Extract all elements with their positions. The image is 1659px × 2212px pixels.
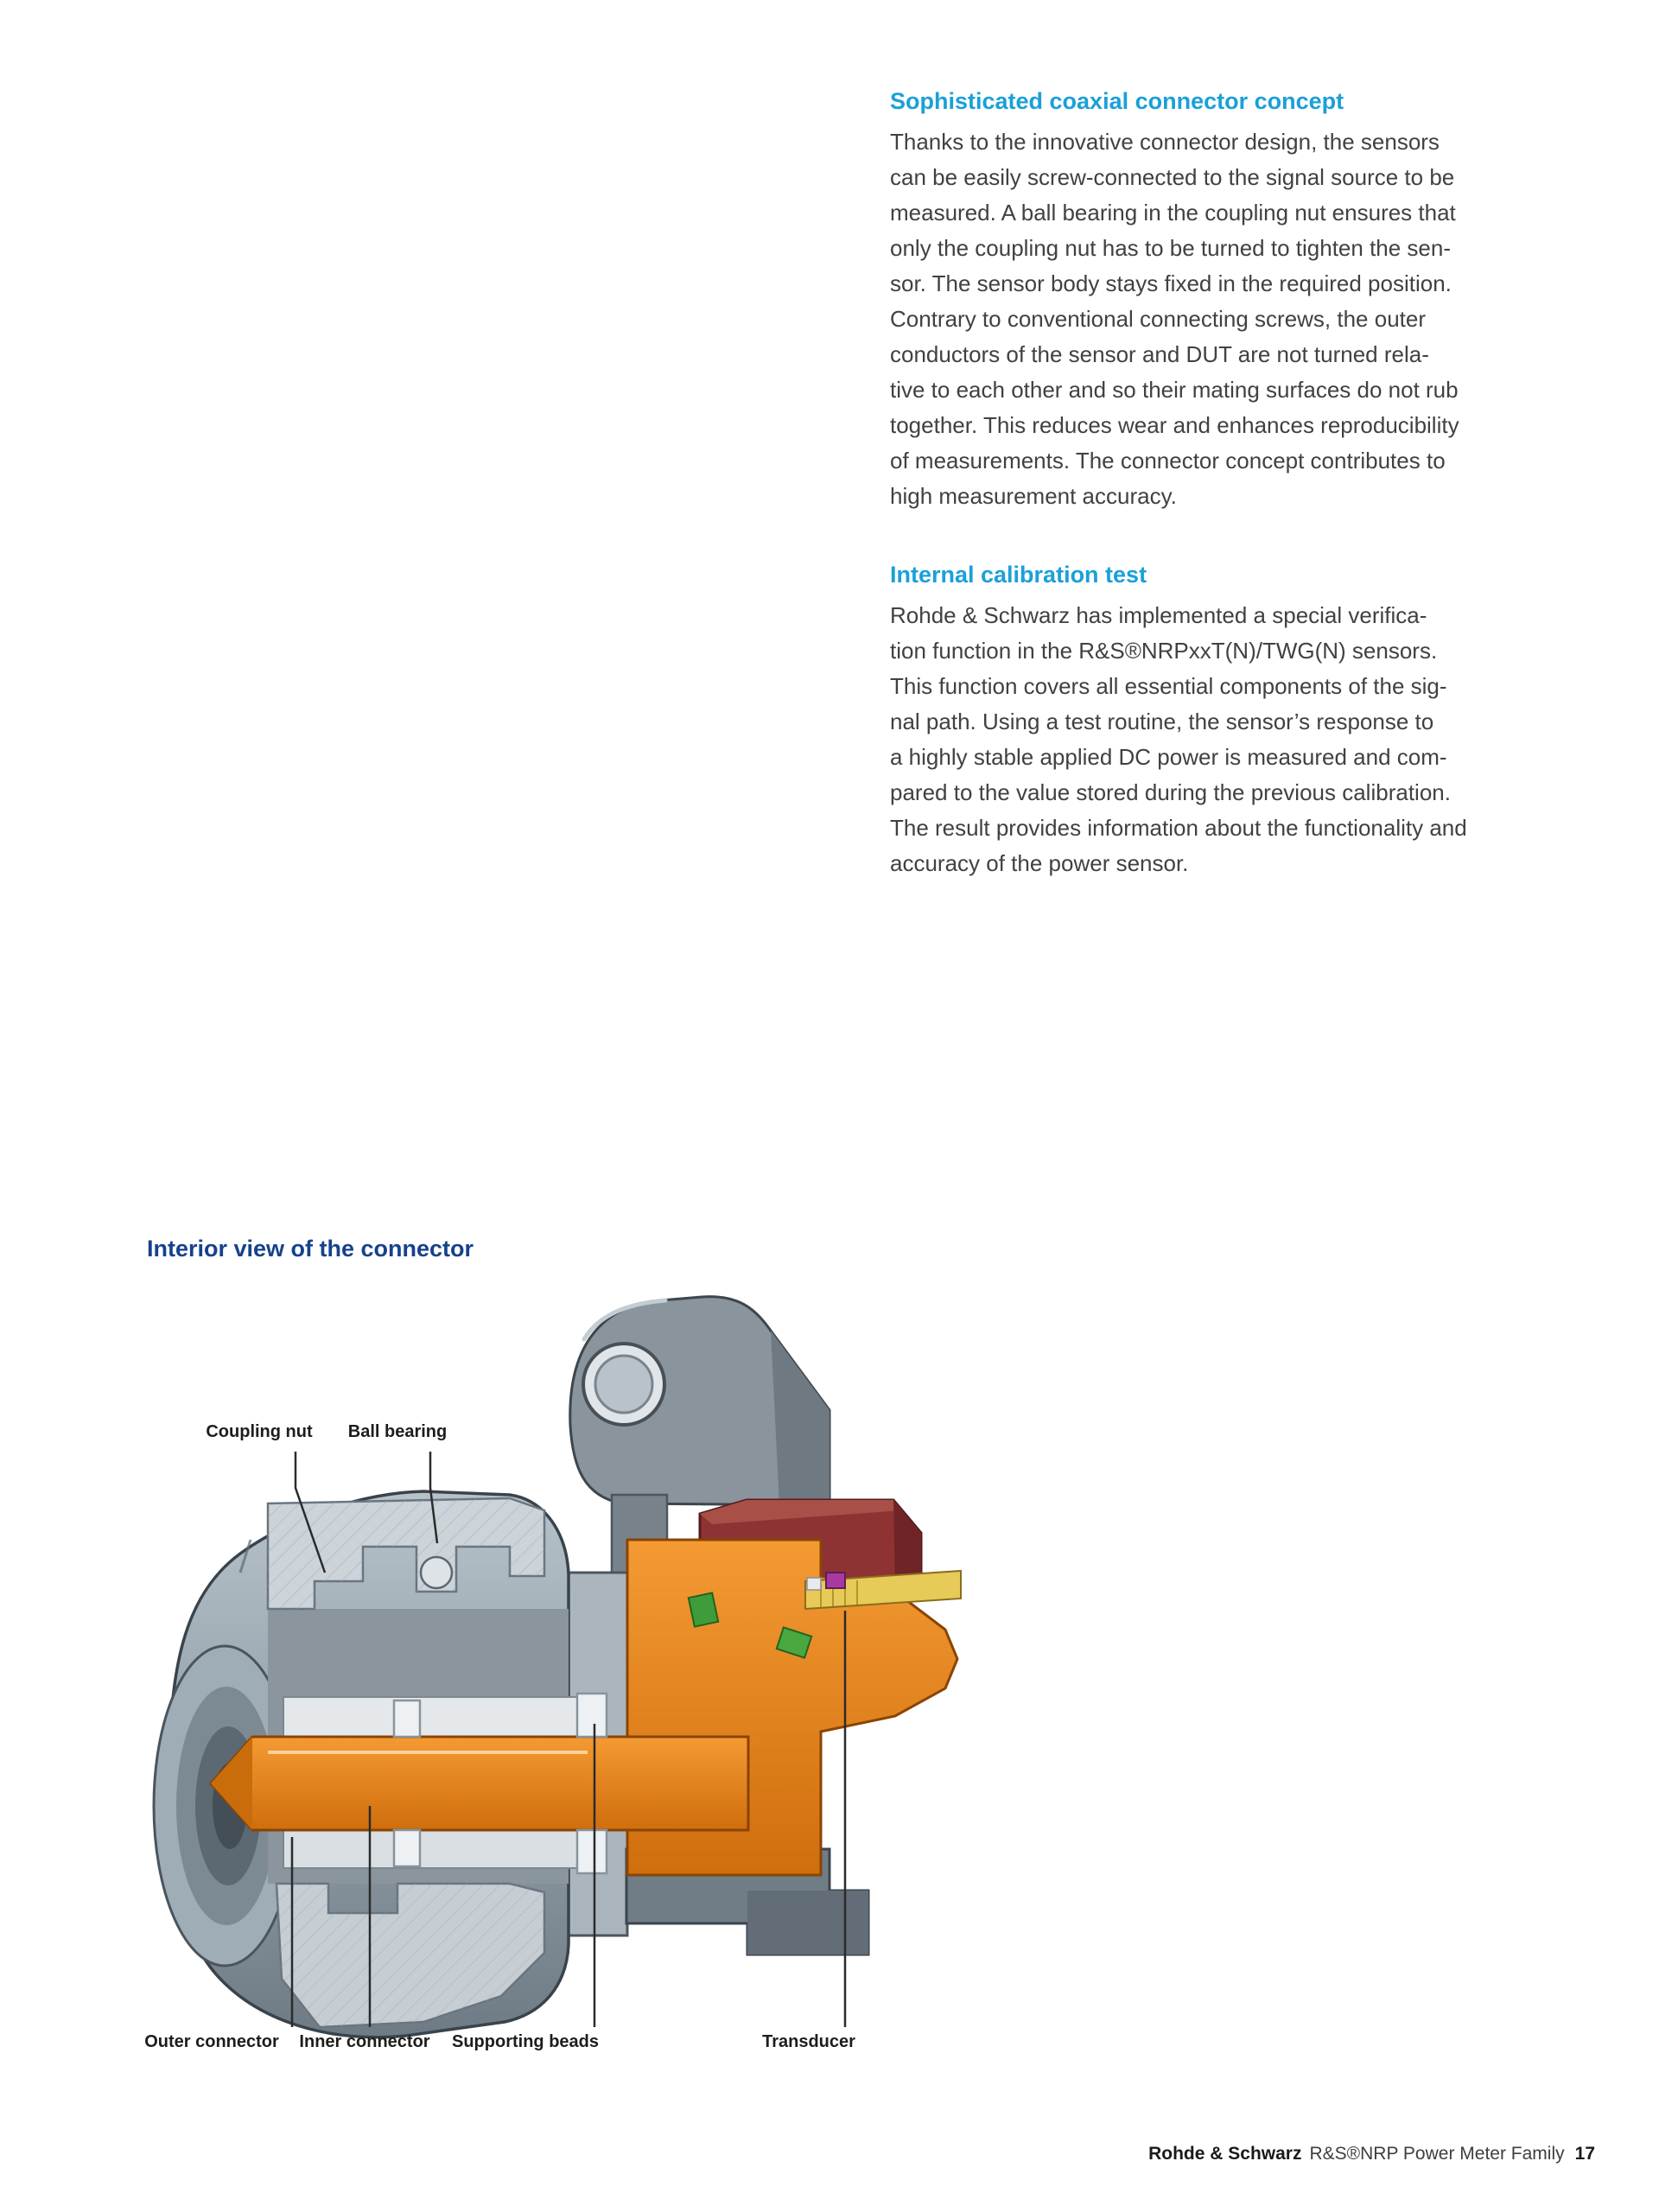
section-heading-connector-concept: Sophisticated coaxial connector concept	[890, 88, 1344, 114]
label-supporting-beads: Supporting beads	[452, 2032, 599, 2051]
transducer-strip-shape	[805, 1571, 961, 1609]
text-column	[890, 82, 1607, 881]
label-transducer: Transducer	[762, 2032, 855, 2051]
connector-figure	[138, 1287, 1002, 2117]
footer-brand: Rohde & Schwarz	[1148, 2144, 1302, 2164]
ball-bearing-shape	[421, 1557, 452, 1588]
footer-page-number: 17	[1574, 2144, 1595, 2164]
section-heading-calibration-test: Internal calibration test	[890, 562, 1147, 588]
section-body-calibration-test: Rohde & Schwarz has implemented a special verifica- tion function in the R&S®NRPxxT(N)/TWG(N) sensors. This function covers all essential components of the sig- nal path. Using a test routine, the sensor’s response to a highly stable applied DC power is measured and com- pared to the value stored during the previous calibration. The result provides information about the functionality and accuracy of the power sensor.	[890, 602, 1467, 876]
label-outer-connector: Outer connector	[144, 2032, 279, 2051]
label-coupling-nut: Coupling nut	[206, 1422, 313, 1441]
mounting-bracket-shape	[570, 1297, 830, 1505]
section-body-connector-concept: Thanks to the innovative connector design, the sensors can be easily screw-connected to the signal source to be measured. A ball bearing in the coupling nut ensures that only the coupling nut has to be turned to tighten the sen- sor. The sensor body stays fixed in the required position. Contrary to conventional connecting screws, the outer conductors of the sensor and DUT are not turned rela- tive to each other and so their mating surfaces do not rub together. This reduces wear and enhances reproducibility of measurements. The connector concept contributes to high measurement accuracy.	[890, 129, 1459, 509]
page-footer	[1148, 2144, 1595, 2164]
label-ball-bearing: Ball bearing	[347, 1422, 448, 1441]
inner-connector-pin-shape	[211, 1737, 748, 1830]
label-inner-connector: Inner connector	[299, 2032, 430, 2051]
footer-product: R&S®NRP Power Meter Family	[1309, 2144, 1565, 2164]
connector-illustration	[138, 1287, 1002, 2117]
transducer-chip-shape	[826, 1573, 845, 1588]
figure-title: Interior view of the connector	[147, 1236, 474, 1262]
